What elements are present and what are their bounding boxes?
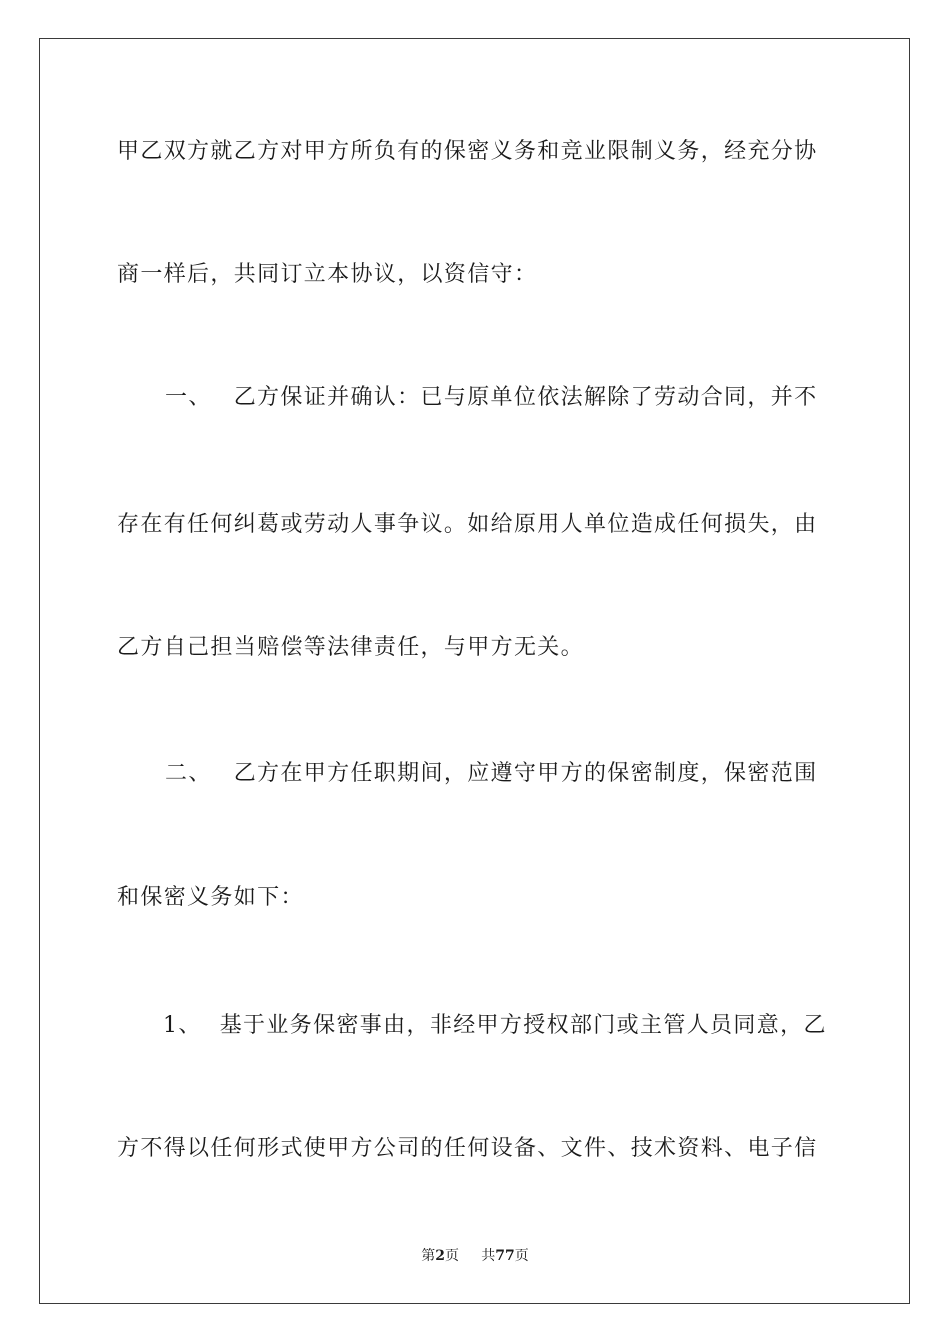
clause-number-two: 二、 [165,761,212,786]
item-one-line-2: 方不得以任何形式使甲方公司的任何设备、文件、技术资料、电子信 [117,1136,818,1161]
paragraph-line-2: 商一样后，共同订立本协议，以资信守： [117,262,538,287]
footer-total-pages: 77 [495,1248,515,1264]
footer-page-suffix: 页 [445,1248,459,1264]
clause-one-line-2: 存在有任何纠葛或劳动人事争议。如给原用人单位造成任何损失，由 [117,512,818,537]
page-footer [0,1246,950,1266]
footer-total-prefix: 共 [481,1248,496,1264]
footer-page-number: 2 [435,1248,445,1264]
item-number-one: 1、 [163,1013,202,1038]
item-one-text: 基于业务保密事由，非经甲方授权部门或主管人员同意，乙 [219,1013,827,1038]
paragraph-line-1: 甲乙双方就乙方对甲方所负有的保密义务和竞业限制义务，经充分协 [117,139,818,164]
page-border [39,38,910,1304]
footer-total-suffix: 页 [514,1248,529,1264]
clause-two-line-2: 和保密义务如下： [117,885,304,910]
clause-two-line-1 [117,759,837,789]
clause-number-one: 一、 [165,385,212,410]
clause-one-line-1 [117,383,837,413]
footer-page-prefix: 第 [421,1248,436,1264]
clause-one-line-3: 乙方自己担当赔偿等法律责任，与甲方无关。 [117,635,585,660]
clause-one-text: 乙方保证并确认：已与原单位依法解除了劳动合同，并不 [233,385,818,410]
clause-two-text: 乙方在甲方任职期间，应遵守甲方的保密制度，保密范围 [233,761,818,786]
item-one-line-1 [117,1011,837,1041]
